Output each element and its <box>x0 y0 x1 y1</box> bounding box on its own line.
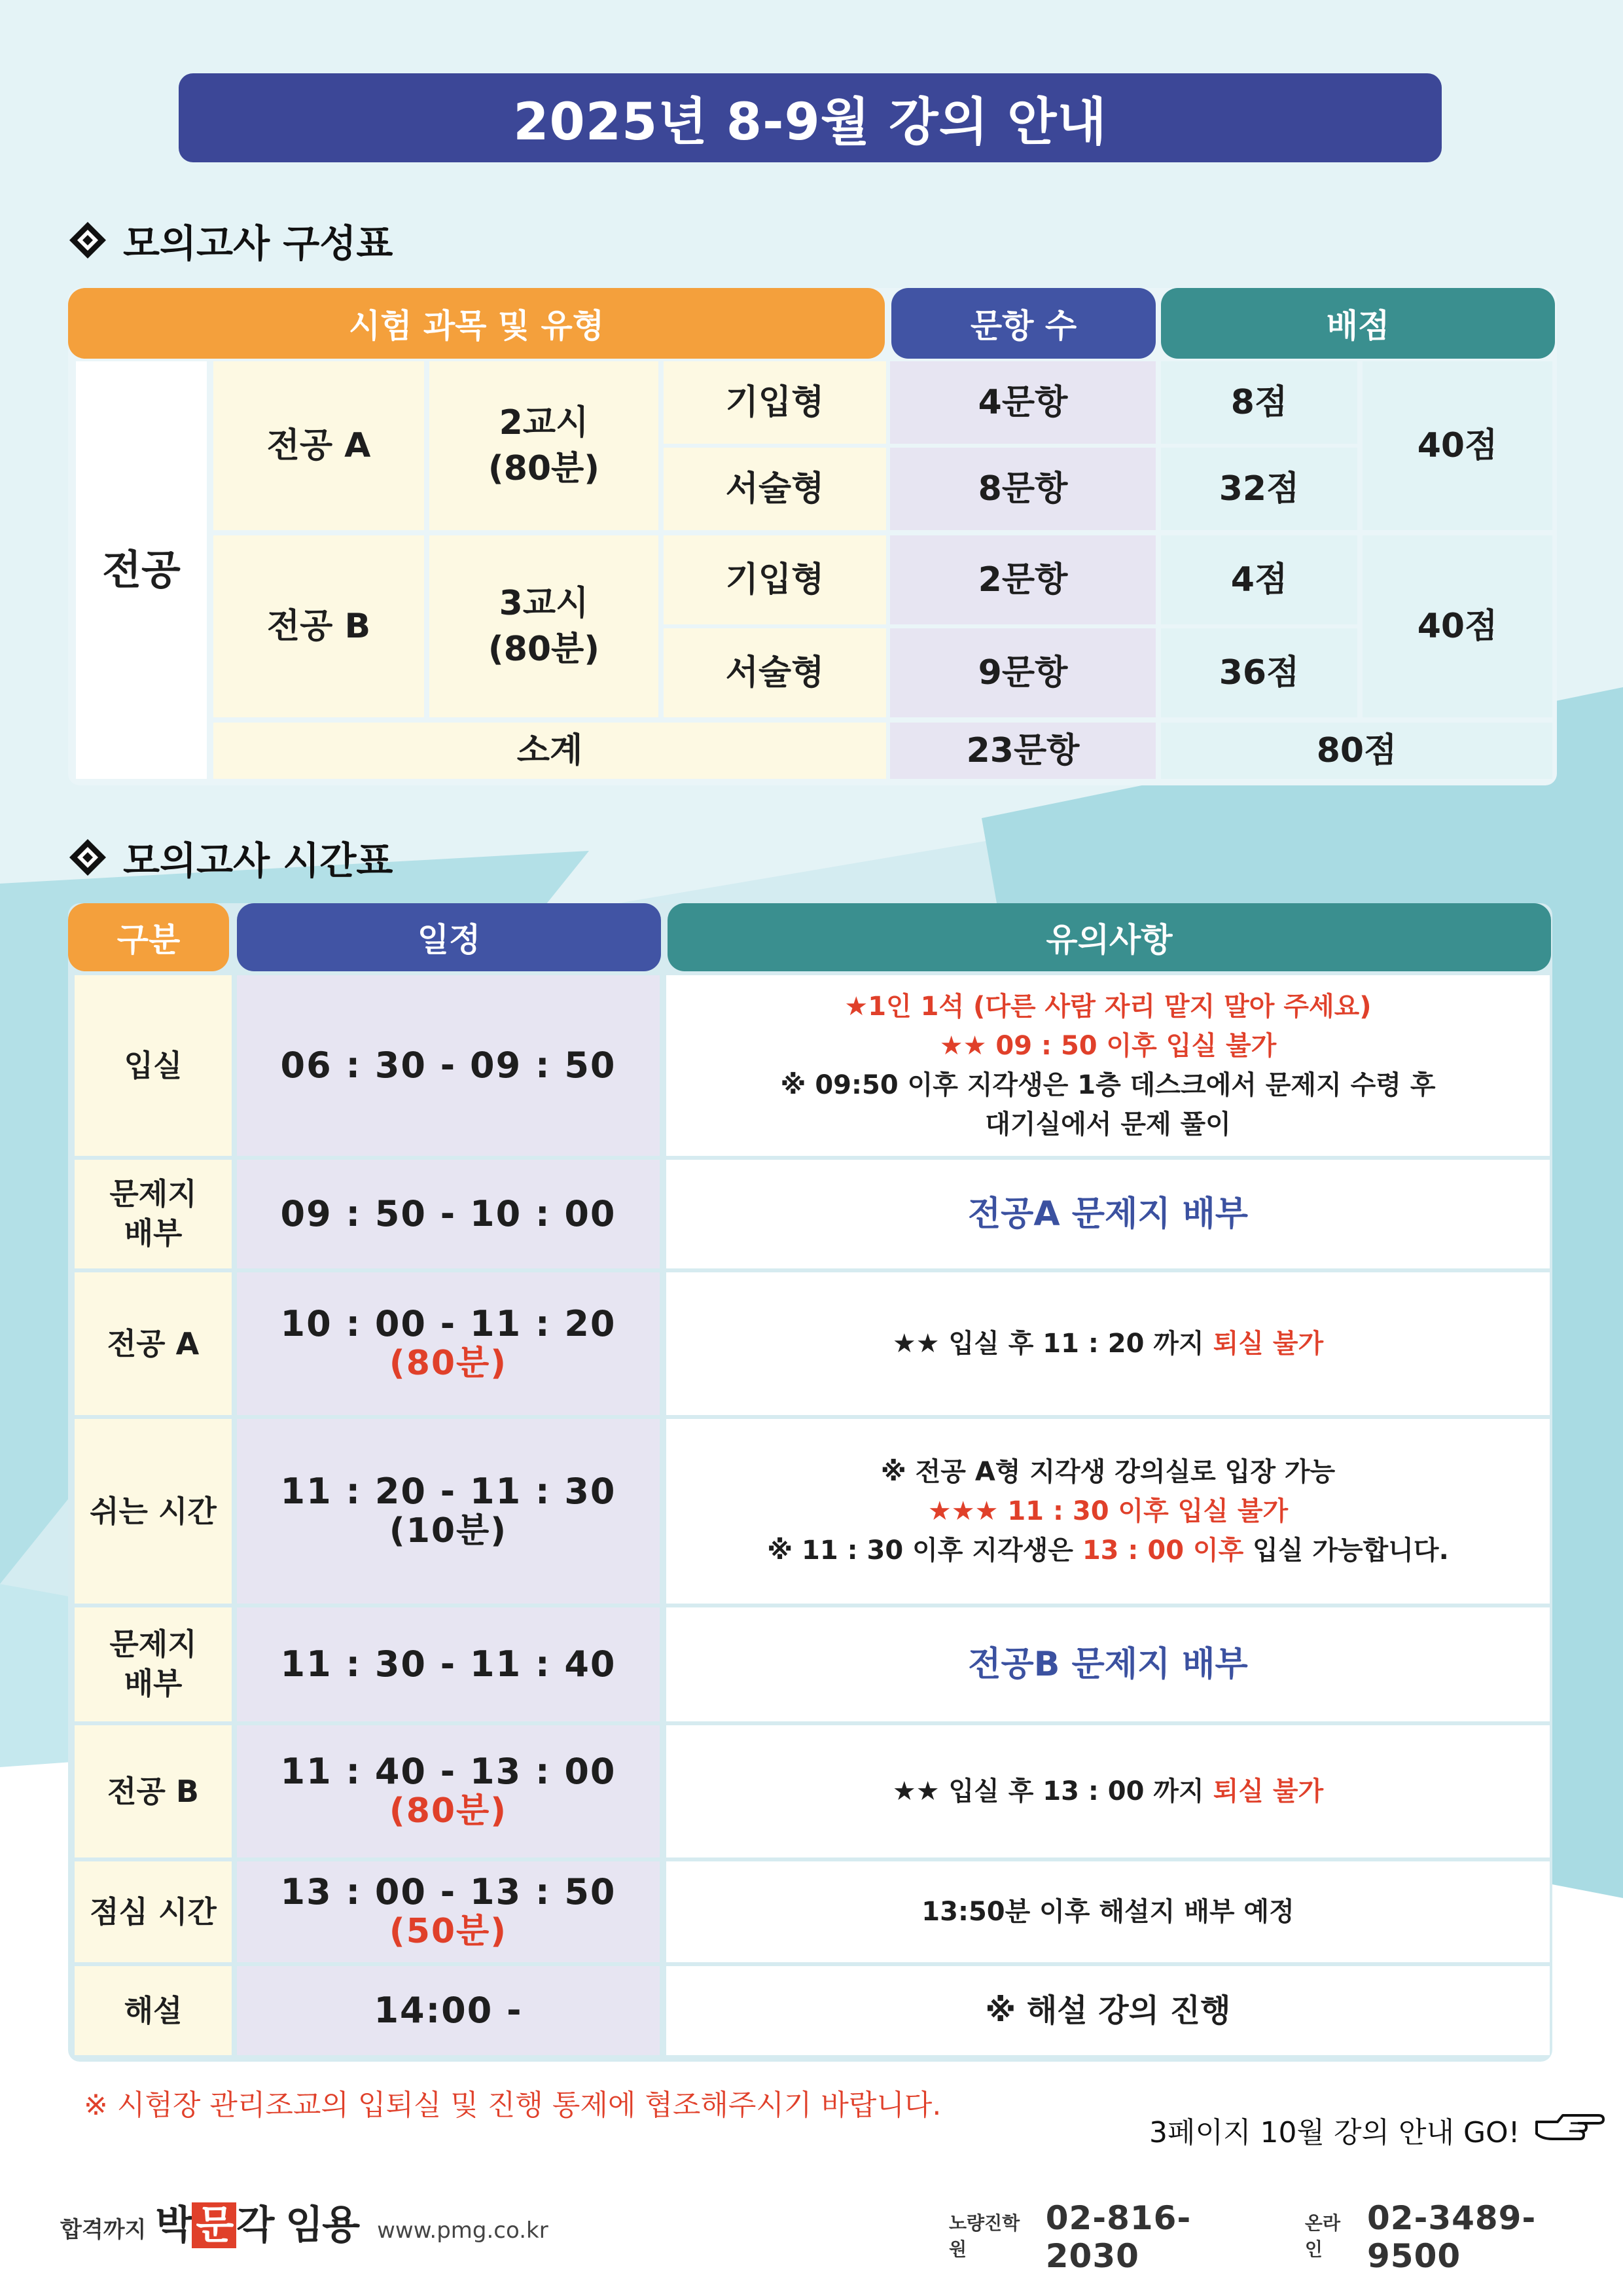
row-label: 점심 시간 <box>75 1861 232 1962</box>
group-a-type-2: 서술형 <box>664 448 886 530</box>
group-b-score-2: 36점 <box>1161 628 1357 717</box>
group-a-score-2: 32점 <box>1161 448 1357 530</box>
row-label: 문제지 배부 <box>75 1607 232 1721</box>
row-label: 입실 <box>75 975 232 1156</box>
group-a-type-1: 기입형 <box>664 361 886 444</box>
group-b-total: 40점 <box>1363 535 1552 717</box>
contact-info: 노량진학원 02-816-2030 온라인 02-3489-9500 <box>949 2199 1537 2275</box>
timetable-heading: 모의고사 시간표 <box>68 830 393 885</box>
row-label: 전공 B <box>75 1725 232 1857</box>
row-label: 전공 A <box>75 1272 232 1415</box>
diamond-bullet-icon <box>68 838 107 877</box>
group-b-name: 전공 B <box>213 535 424 717</box>
footer-note: ※ 시험장 관리조교의 입퇴실 및 진행 통제에 협조해주시기 바랍니다. <box>84 2089 942 2122</box>
group-b-type-1: 기입형 <box>664 535 886 624</box>
row-label: 해설 <box>75 1966 232 2055</box>
header-notes: 유의사항 <box>668 903 1551 971</box>
row-notes: ※ 전공 A형 지각생 강의실로 입장 가능 ★★★ 11 : 30 이후 입실 불가 ※ 11 : 30 이후 지각생은 13 : 00 이후 입실 가능합니다. <box>666 1419 1550 1604</box>
next-page-link[interactable]: 3페이지 10월 강의 안내 GO! <box>1149 2106 1605 2153</box>
subtotal-score: 80점 <box>1161 723 1552 779</box>
row-time: 13 : 00 - 13 : 50 (50분) <box>237 1861 660 1962</box>
header-score: 배점 <box>1161 288 1555 359</box>
group-a-total: 40점 <box>1363 361 1552 530</box>
row-label: 쉬는 시간 <box>75 1419 232 1604</box>
row-time: 06 : 30 - 09 : 50 <box>237 975 660 1156</box>
row-time: 09 : 50 - 10 : 00 <box>237 1160 660 1268</box>
header-category: 구분 <box>68 903 229 971</box>
row-time: 11 : 40 - 13 : 00 (80분) <box>237 1725 660 1857</box>
diamond-bullet-icon <box>68 221 107 260</box>
group-a-count-2: 8문항 <box>890 448 1156 530</box>
row-time: 10 : 00 - 11 : 20 (80분) <box>237 1272 660 1415</box>
group-b-type-2: 서술형 <box>664 628 886 717</box>
group-b-score-1: 4점 <box>1161 535 1357 624</box>
group-b-count-2: 9문항 <box>890 628 1156 717</box>
row-notes: 전공A 문제지 배부 <box>666 1160 1550 1268</box>
page-title: 2025년 8-9월 강의 안내 <box>179 73 1442 162</box>
row-notes: ★1인 1석 (다른 사람 자리 맡지 말아 주세요) ★★ 09 : 50 이후 입실 불가 ※ 09:50 이후 지각생은 1층 데스크에서 문제지 수령 후 대기실에서 문제 풀이 <box>666 975 1550 1156</box>
group-a-count-1: 4문항 <box>890 361 1156 444</box>
group-b-period: 3교시 (80분) <box>429 535 658 717</box>
group-a-score-1: 8점 <box>1161 361 1357 444</box>
row-notes: 전공B 문제지 배부 <box>666 1607 1550 1721</box>
row-time: 11 : 30 - 11 : 40 <box>237 1607 660 1721</box>
row-label: 문제지 배부 <box>75 1160 232 1268</box>
header-schedule: 일정 <box>237 903 661 971</box>
subtotal-label: 소계 <box>213 723 886 779</box>
row-notes: ※ 해설 강의 진행 <box>666 1966 1550 2055</box>
subject-cell: 전공 <box>76 361 207 779</box>
subtotal-count: 23문항 <box>890 723 1156 779</box>
row-time: 14:00 - <box>237 1966 660 2055</box>
group-a-name: 전공 A <box>213 361 424 530</box>
pointing-hand-icon <box>1533 2106 1605 2153</box>
brand-logo: 합격까지 박 문 각 임용 www.pmg.co.kr <box>60 2202 548 2248</box>
row-notes: 13:50분 이후 해설지 배부 예정 <box>666 1861 1550 1962</box>
row-notes: ★★ 입실 후 11 : 20 까지 퇴실 불가 <box>666 1272 1550 1415</box>
group-b-count-1: 2문항 <box>890 535 1156 624</box>
header-question-count: 문항 수 <box>891 288 1156 359</box>
row-time: 11 : 20 - 11 : 30 (10분) <box>237 1419 660 1604</box>
composition-heading: 모의고사 구성표 <box>68 213 393 268</box>
row-notes: ★★ 입실 후 13 : 00 까지 퇴실 불가 <box>666 1725 1550 1857</box>
header-subject-type: 시험 과목 및 유형 <box>68 288 885 359</box>
group-a-period: 2교시 (80분) <box>429 361 658 530</box>
website-link[interactable]: www.pmg.co.kr <box>377 2217 548 2244</box>
